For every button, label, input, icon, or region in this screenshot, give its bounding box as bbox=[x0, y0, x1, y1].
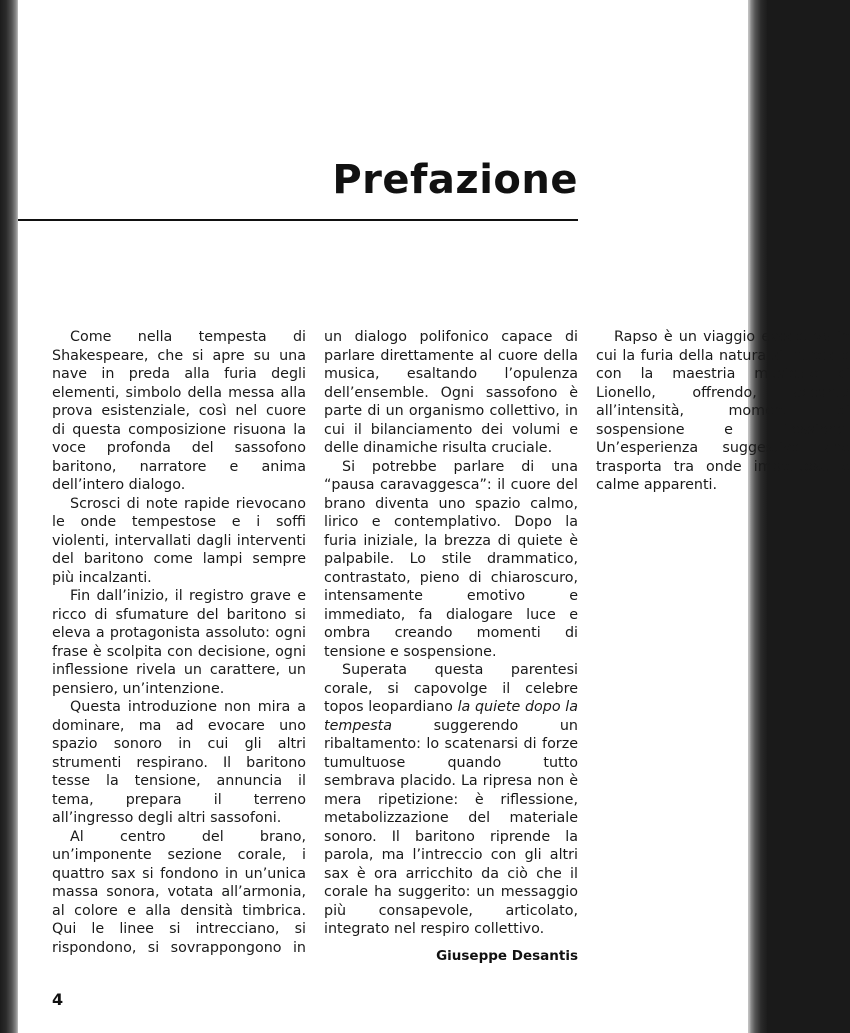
paragraph: Fin dall’inizio, il registro grave e ricco di sfumature del baritono si eleva a protagonista assoluto: ogni frase è scolpita con decisione, ogni inflessione rivela un carattere, un pensiero, un’intenzione. bbox=[52, 588, 306, 697]
author-signature: Giuseppe Desantis bbox=[436, 948, 578, 964]
paragraph: Si potrebbe parlare di una “pausa caravaggesca”: il cuore del brano diventa uno spazio calmo, lirico e contemplativo. Dopo la furia iniziale, la brezza di quiete è palpabile. Lo stile drammatico, contrastato, pieno di chiaroscuro, intensamente emotivo e immediato, fa dialogare luce e ombra creando momenti di tensione e sospensione. bbox=[324, 458, 578, 660]
paragraph: Come nella tempesta di Shakespeare, che si apre su una nave in preda alla furia degli elementi, simbolo della messa alla prova esistenziale, così nel cuore di questa composizione risuona la voce profonda del sassofono baritono, narratore e anima dell’intero dialogo. bbox=[52, 329, 306, 493]
paragraph-text: suggerendo un ribaltamento: lo scatenarsi di forze tumultuose quando tutto sembrava placido. La ripresa non è mera ripetizione: è riflessione, metabolizzazione del materiale sonoro. Il baritono riprende la parola, ma l’intreccio con gli altri sax è ora arricchito da ciò che il corale ha suggerito: un messaggio più consapevole, articolato, integrato nel respiro collettivo. bbox=[324, 717, 578, 937]
paragraph: Questa introduzione non mira a dominare, ma ad evocare uno spazio sonoro in cui gli altri strumenti respirano. Il baritono tesse la tensione, annuncia il tema, prepara il terreno all’ingresso degli altri sassofoni. bbox=[52, 699, 306, 826]
preface-text bbox=[52, 328, 850, 968]
title-rule bbox=[18, 219, 578, 221]
paragraph bbox=[324, 661, 578, 939]
italic-quote: la quiete dopo la tempesta bbox=[324, 699, 578, 734]
page-number: 4 bbox=[52, 990, 64, 1009]
paragraph: Scrosci di note rapide rievocano le onde tempestose e i soffi violenti, intervallati dagli interventi del baritono come lampi sempre più incalzanti. bbox=[52, 495, 306, 586]
page-title: Prefazione bbox=[332, 157, 578, 203]
paragraph: Al centro del brano, un’imponente sezione corale, i quattro sax si fondono in un’unica massa sonora, votata all’armonia, al colore e alla densità timbrica. Qui le linee si intrecciano, si rispondono, si sovrappongono in un dialogo polifonico capace di parlare direttamente al cuore della musica, esaltando l’opulenza dell’ensemble. Ogni sassofono è parte di un organismo collettivo, in cui il bilanciamento dei volumi e delle dinamiche risulta cruciale. bbox=[52, 329, 578, 956]
page bbox=[18, 0, 850, 1033]
paragraph: Rapso è un viaggio evocativo in cui la furia della natura si intreccia con la maestria musicale di Lionello, offrendo, accanto all’intensità, momenti di sospensione e riflessione. Un’esperienza suggestiva che trasporta tra onde impetuose e calme apparenti. bbox=[596, 329, 850, 493]
paragraph-text: Superata questa parentesi corale, si capovolge il celebre topos leopardiano bbox=[324, 662, 578, 715]
